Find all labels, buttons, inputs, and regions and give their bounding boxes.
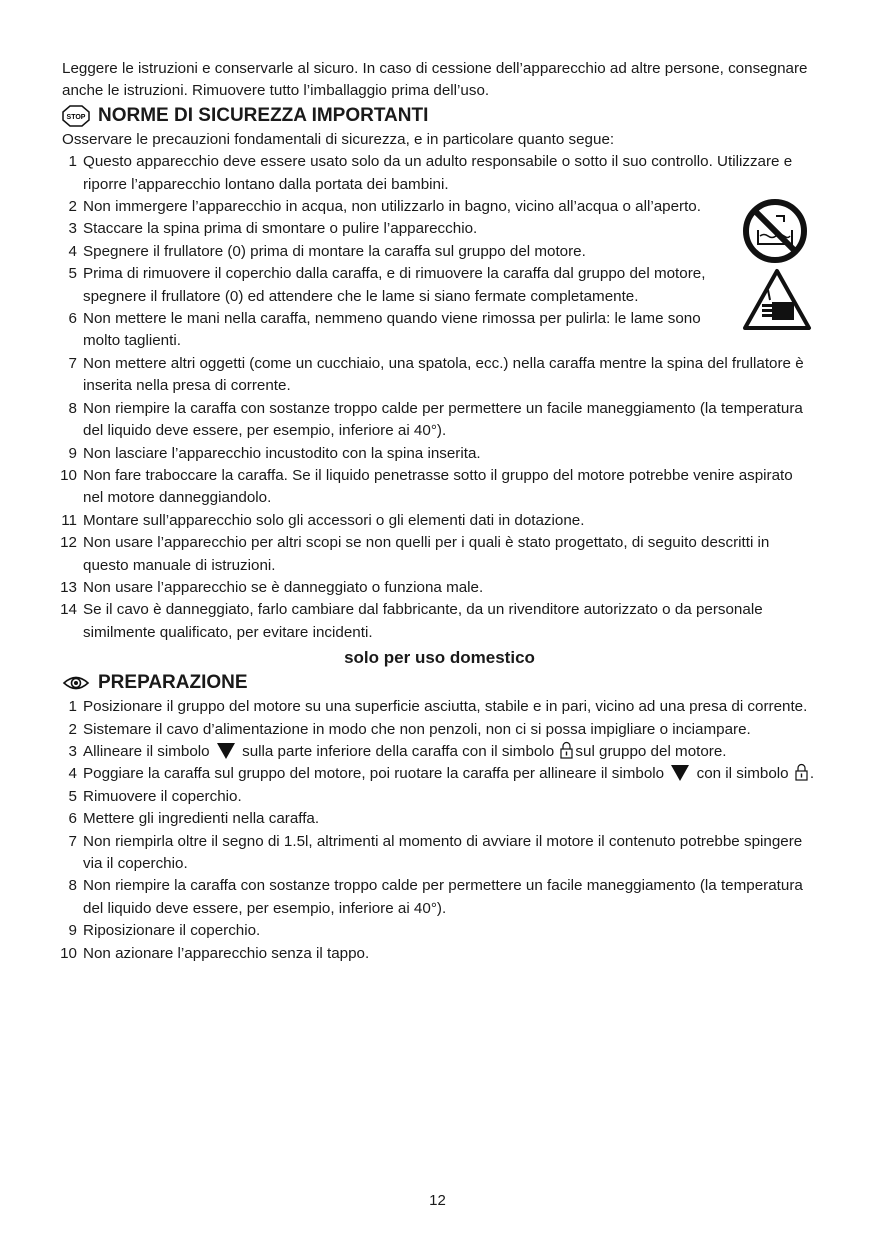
list-item: [62, 577, 817, 599]
prep-title: PREPARAZIONE: [98, 672, 248, 694]
item-number: 2: [68, 720, 77, 738]
list-item: [62, 443, 817, 465]
prep-list: [62, 696, 817, 965]
item-number: 4: [68, 765, 77, 783]
item-number: 2: [68, 198, 77, 216]
item-text: Rimuovere il coperchio.: [83, 787, 242, 805]
safety-list: [62, 151, 817, 644]
item-text: Sistemare il cavo d’alimentazione in modo che non penzoli, non ci si possa impigliare o inciampare.: [83, 720, 751, 738]
item-text: Prima di rimuovere il coperchio dalla caraffa, e di rimuovere la caraffa dal gruppo del motore, spegnere il frullatore (0) ed attendere che le lame si siano fermate completamente.: [83, 265, 706, 305]
triangle-symbol-icon: [671, 765, 689, 781]
item-number: 4: [68, 242, 77, 260]
item-text: Riposizionare il coperchio.: [83, 922, 261, 940]
item-number: 10: [60, 944, 77, 962]
safety-heading: [62, 103, 817, 129]
list-item: [62, 353, 817, 398]
item-number: 1: [68, 153, 77, 171]
item-text: Non usare l’apparecchio se è danneggiato o funziona male.: [83, 578, 484, 596]
list-item: [62, 218, 817, 240]
item-number: 9: [68, 444, 77, 462]
item-text: Staccare la spina prima di smontare o pulire l’apparecchio.: [83, 220, 478, 238]
item-number: 14: [60, 601, 77, 619]
list-item: [62, 263, 817, 308]
safety-lead: Osservare le precauzioni fondamentali di sicurezza, e in particolare quanto segue:: [62, 130, 615, 148]
eye-icon: [62, 673, 90, 693]
item-number: 5: [68, 265, 77, 283]
list-item: [62, 532, 817, 577]
item-text: Non mettere altri oggetti (come un cucchiaio, una spatola, ecc.) nella caraffa mentre la spina del frullatore è inserita nella presa di corrente.: [83, 354, 804, 395]
prep-heading: [62, 670, 817, 696]
item-number: 12: [60, 534, 77, 552]
list-item: [62, 398, 817, 443]
item-number: 10: [60, 466, 77, 484]
list-item: [62, 308, 817, 353]
item-text: Non riempire la caraffa con sostanze troppo calde per permettere un facile maneggiamento (la temperatura del liquido deve essere, per esempio, inferiore ai 40°).: [83, 399, 803, 440]
item-text-a: Poggiare la caraffa sul gruppo del motore, poi ruotare la caraffa per allineare il simbolo: [83, 765, 665, 783]
safety-title: NORME DI SICUREZZA IMPORTANTI: [98, 104, 429, 126]
item-number: 5: [68, 787, 77, 805]
item-number: 13: [60, 578, 77, 596]
list-item: [62, 741, 817, 763]
list-item: [62, 763, 817, 785]
item-number: 7: [68, 354, 77, 372]
item-text: Questo apparecchio deve essere usato solo da un adulto responsabile o sotto il suo controllo. Utilizzare e riporre l’apparecchio lontano dalla portata dei bambini.: [83, 153, 793, 193]
list-item: [62, 151, 817, 196]
item-number: 6: [68, 810, 77, 828]
list-item: [62, 510, 817, 532]
item-text: Non lasciare l’apparecchio incustodito con la spina inserita.: [83, 444, 481, 462]
list-item: [62, 831, 817, 876]
item-text: Non immergere l’apparecchio in acqua, non utilizzarlo in bagno, vicino all’acqua o all’aperto.: [83, 198, 701, 216]
item-text-b: con il simbolo: [696, 765, 789, 783]
item-text-c: sul gruppo del motore.: [575, 742, 727, 760]
item-text: Non fare traboccare la caraffa. Se il liquido penetrasse sotto il gruppo del motore potrebbe venire aspirato nel motore danneggiandolo.: [83, 466, 793, 507]
lock-symbol-icon: [795, 763, 808, 781]
list-item: [62, 920, 817, 942]
list-item: [62, 943, 817, 965]
list-item: [62, 875, 817, 920]
item-text: Non azionare l’apparecchio senza il tappo.: [83, 944, 370, 962]
item-text: Posizionare il gruppo del motore su una superficie asciutta, stabile e in pari, vicino ad una presa di corrente.: [83, 698, 808, 716]
list-item: [62, 241, 817, 263]
triangle-symbol-icon: [217, 743, 235, 759]
item-number: 1: [68, 698, 77, 716]
domestic-use-note: solo per uso domestico: [344, 648, 535, 668]
svg-text:STOP: STOP: [66, 113, 86, 121]
item-text: Non usare l’apparecchio per altri scopi se non quelli per i quali è stato progettato, di seguito descritti in questo manuale di istruzioni.: [83, 534, 770, 574]
item-text: Spegnere il frullatore (0) prima di montare la caraffa sul gruppo del motore.: [83, 242, 586, 260]
item-number: 8: [68, 877, 77, 895]
item-number: 6: [68, 310, 77, 328]
item-number: 11: [61, 511, 77, 529]
item-text: Mettere gli ingredienti nella caraffa.: [83, 810, 320, 828]
item-text-a: Allineare il simbolo: [83, 742, 210, 760]
item-number: 8: [68, 399, 77, 417]
stop-icon: [62, 105, 90, 127]
list-item: [62, 465, 817, 510]
list-item: [62, 719, 817, 741]
list-item: [62, 786, 817, 808]
item-text: Se il cavo è danneggiato, farlo cambiare dal fabbricante, da un rivenditore autorizzato o da personale similmente qualificato, per evitare incidenti.: [83, 601, 763, 641]
list-item: [62, 599, 817, 644]
item-number: 3: [68, 742, 77, 760]
item-text: Non riempirla oltre il segno di 1.5l, altrimenti al momento di avviare il motore il contenuto potrebbe spingere via il coperchio.: [83, 832, 803, 872]
item-text: Non mettere le mani nella caraffa, nemmeno quando viene rimossa per pulirla: le lame sono molto taglienti.: [83, 310, 701, 350]
list-item: [62, 196, 817, 218]
item-text: Montare sull’apparecchio solo gli accessori o gli elementi dati in dotazione.: [83, 511, 585, 529]
item-text-b: sulla parte inferiore della caraffa con il simbolo: [242, 742, 555, 760]
item-number: 3: [68, 220, 77, 238]
list-item: [62, 808, 817, 830]
list-item: [62, 696, 817, 718]
lock-symbol-icon: [560, 741, 573, 759]
item-number: 9: [68, 922, 77, 940]
intro-text: Leggere le istruzioni e conservarle al sicuro. In caso di cessione dell’apparecchio ad altre persone, consegnare anche le istruzioni. Rimuovere tutto l’imballaggio prima dell’uso.: [62, 60, 808, 100]
page-number: 12: [429, 1192, 446, 1209]
item-text-c: .: [809, 765, 815, 783]
item-text: Non riempire la caraffa con sostanze troppo calde per permettere un facile maneggiamento (la temperatura del liquido deve essere, per esempio, inferiore ai 40°).: [83, 877, 803, 917]
item-number: 7: [68, 832, 77, 850]
page-content: [62, 58, 817, 965]
